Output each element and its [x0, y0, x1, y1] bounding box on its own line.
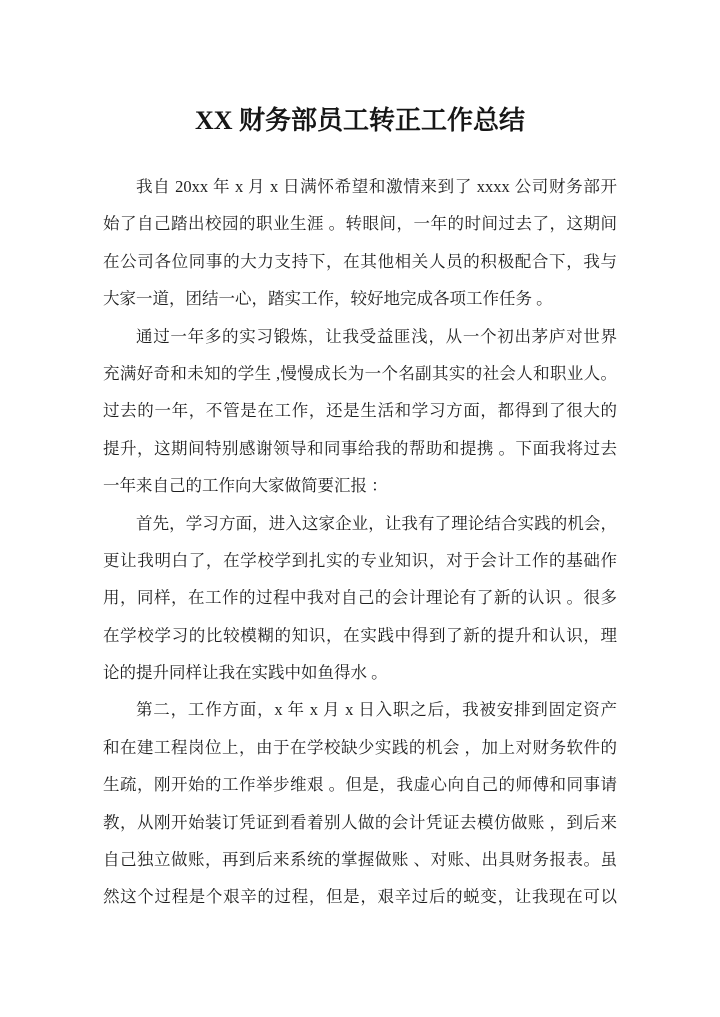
- text-line: 更让我明白了，在学校学到扎实的专业知识，对于会计工作的基础作: [103, 550, 617, 570]
- text-line: 在学校学习的比较模糊的知识，在实践中得到了新的提升和认识，理: [103, 625, 617, 645]
- text-line: 过去的一年，不管是在工作，还是生活和学习方面，都得到了很大的: [103, 401, 617, 421]
- text-line: 通过一年多的实习锻炼，让我受益匪浅，从一个初出茅庐对世界: [136, 326, 617, 346]
- text-line: 用，同样，在工作的过程中我对自己的会计理论有了新的认识 。很多: [103, 588, 617, 608]
- text-line: 然这个过程是个艰辛的过程，但是，艰辛过后的蜕变，让我现在可以: [103, 887, 617, 907]
- text-line: 始了自己踏出校园的职业生涯 。转眼间，一年的时间过去了，这期间: [103, 214, 617, 234]
- text-line: 提升，这期间特别感谢领导和同事给我的帮助和提携 。下面我将过去: [103, 438, 617, 458]
- text-line: 和在建工程岗位上，由于在学校缺少实践的机会 ，加上对财务软件的: [103, 737, 617, 757]
- text-line: 充满好奇和未知的学生 ,慢慢成长为一个名副其实的社会人和职业人。: [103, 363, 617, 383]
- text-line: 论的提升同样让我在实践中如鱼得水 。: [103, 663, 388, 683]
- text-line: 自己独立做账，再到后来系统的掌握做账 、对账、出具财务报表。虽: [103, 850, 617, 870]
- text-line: 在公司各位同事的大力支持下，在其他相关人员的积极配合下，我与: [103, 251, 617, 271]
- text-line: 一年来自己的工作向大家做简要汇报 ：: [103, 476, 388, 496]
- text-line: 大家一道，团结一心，踏实工作，较好地完成各项工作任务 。: [103, 289, 553, 309]
- document-title: XX 财务部员工转正工作总结: [194, 106, 526, 135]
- text-line: 第二，工作方面，x 年 x 月 x 日入职之后，我被安排到固定资产: [136, 700, 617, 720]
- text-line: 首先，学习方面，进入这家企业，让我有了理论结合实践的机会，: [136, 513, 617, 533]
- text-line: 我自 20xx 年 x 月 x 日满怀希望和激情来到了 xxxx 公司财务部开: [136, 177, 617, 196]
- text-line: 教，从刚开始装订凭证到看着别人做的会计凭证去模仿做账 ，到后来: [103, 812, 617, 832]
- text-line: 生疏，刚开始的工作举步维艰 。但是，我虚心向自己的师傅和同事请: [103, 775, 617, 795]
- document-body: [103, 168, 617, 916]
